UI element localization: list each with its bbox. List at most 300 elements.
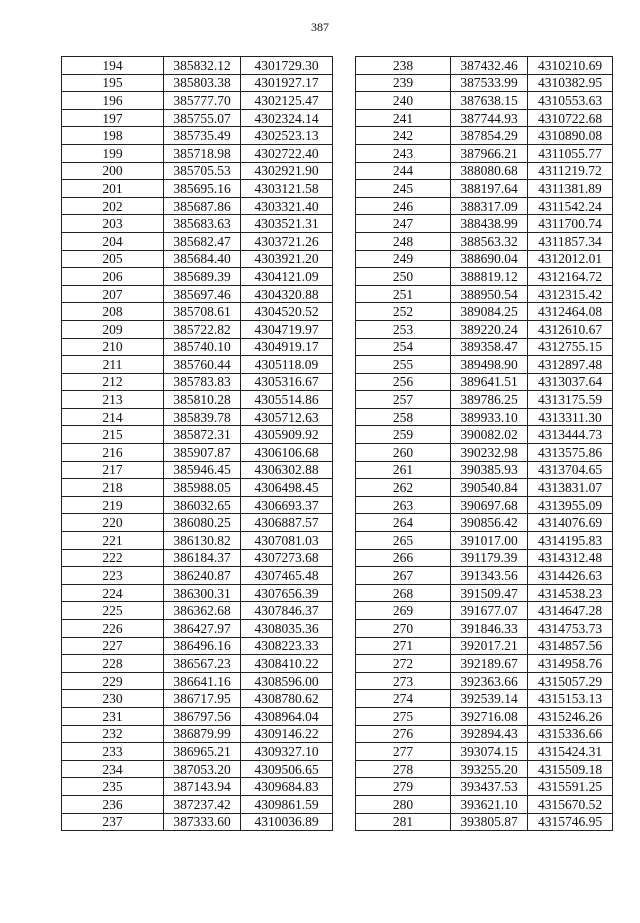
x-coordinate-cell: 393437.53 [451, 778, 528, 796]
x-coordinate-cell: 385718.98 [164, 144, 241, 162]
point-number-cell: 268 [356, 584, 451, 602]
y-coordinate-cell: 4314076.69 [528, 514, 613, 532]
y-coordinate-cell: 4309327.10 [241, 743, 333, 761]
x-coordinate-cell: 386717.95 [164, 690, 241, 708]
y-coordinate-cell: 4311700.74 [528, 215, 613, 233]
table-row [356, 620, 613, 638]
point-number-cell: 223 [62, 567, 164, 585]
table-row [356, 215, 613, 233]
y-coordinate-cell: 4312164.72 [528, 268, 613, 286]
y-coordinate-cell: 4306693.37 [241, 496, 333, 514]
y-coordinate-cell: 4312315.42 [528, 285, 613, 303]
y-coordinate-cell: 4302523.13 [241, 127, 333, 145]
point-number-cell: 200 [62, 162, 164, 180]
x-coordinate-cell: 390856.42 [451, 514, 528, 532]
y-coordinate-cell: 4310890.08 [528, 127, 613, 145]
y-coordinate-cell: 4310036.89 [241, 813, 333, 831]
table-row [62, 268, 333, 286]
y-coordinate-cell: 4307656.39 [241, 584, 333, 602]
table-row [62, 320, 333, 338]
y-coordinate-cell: 4314426.63 [528, 567, 613, 585]
x-coordinate-cell: 385689.39 [164, 268, 241, 286]
y-coordinate-cell: 4303721.26 [241, 232, 333, 250]
table-row [62, 109, 333, 127]
table-row [62, 338, 333, 356]
x-coordinate-cell: 389084.25 [451, 303, 528, 321]
table-row [62, 514, 333, 532]
point-number-cell: 194 [62, 57, 164, 75]
point-number-cell: 252 [356, 303, 451, 321]
x-coordinate-cell: 393805.87 [451, 813, 528, 831]
table-row [62, 567, 333, 585]
y-coordinate-cell: 4313575.86 [528, 444, 613, 462]
x-coordinate-cell: 386240.87 [164, 567, 241, 585]
table-row [356, 92, 613, 110]
y-coordinate-cell: 4305909.92 [241, 426, 333, 444]
y-coordinate-cell: 4308964.04 [241, 707, 333, 725]
x-coordinate-cell: 385722.82 [164, 320, 241, 338]
point-number-cell: 253 [356, 320, 451, 338]
point-number-cell: 246 [356, 197, 451, 215]
table-row [62, 496, 333, 514]
table-row [356, 532, 613, 550]
y-coordinate-cell: 4303921.20 [241, 250, 333, 268]
y-coordinate-cell: 4315509.18 [528, 760, 613, 778]
point-number-cell: 278 [356, 760, 451, 778]
x-coordinate-cell: 388197.64 [451, 180, 528, 198]
table-row [356, 778, 613, 796]
table-row [62, 760, 333, 778]
y-coordinate-cell: 4308780.62 [241, 690, 333, 708]
point-number-cell: 245 [356, 180, 451, 198]
point-number-cell: 256 [356, 373, 451, 391]
y-coordinate-cell: 4304719.97 [241, 320, 333, 338]
point-number-cell: 281 [356, 813, 451, 831]
point-number-cell: 221 [62, 532, 164, 550]
table-row [356, 408, 613, 426]
point-number-cell: 201 [62, 180, 164, 198]
y-coordinate-cell: 4306498.45 [241, 479, 333, 497]
table-row [356, 760, 613, 778]
table-row [62, 356, 333, 374]
y-coordinate-cell: 4308223.33 [241, 637, 333, 655]
y-coordinate-cell: 4309146.22 [241, 725, 333, 743]
table-row [62, 637, 333, 655]
point-number-cell: 242 [356, 127, 451, 145]
point-number-cell: 249 [356, 250, 451, 268]
table-row [62, 778, 333, 796]
point-number-cell: 206 [62, 268, 164, 286]
y-coordinate-cell: 4313704.65 [528, 461, 613, 479]
point-number-cell: 276 [356, 725, 451, 743]
point-number-cell: 222 [62, 549, 164, 567]
y-coordinate-cell: 4304320.88 [241, 285, 333, 303]
point-number-cell: 227 [62, 637, 164, 655]
x-coordinate-cell: 387533.99 [451, 74, 528, 92]
point-number-cell: 265 [356, 532, 451, 550]
y-coordinate-cell: 4314857.56 [528, 637, 613, 655]
y-coordinate-cell: 4308596.00 [241, 672, 333, 690]
y-coordinate-cell: 4307081.03 [241, 532, 333, 550]
table-row [356, 391, 613, 409]
table-row [356, 602, 613, 620]
point-number-cell: 212 [62, 373, 164, 391]
point-number-cell: 238 [356, 57, 451, 75]
table-row [62, 215, 333, 233]
x-coordinate-cell: 388819.12 [451, 268, 528, 286]
point-number-cell: 204 [62, 232, 164, 250]
y-coordinate-cell: 4313311.30 [528, 408, 613, 426]
table-row [62, 672, 333, 690]
table-row [356, 356, 613, 374]
x-coordinate-cell: 391179.39 [451, 549, 528, 567]
x-coordinate-cell: 388438.99 [451, 215, 528, 233]
point-number-cell: 198 [62, 127, 164, 145]
x-coordinate-cell: 389358.47 [451, 338, 528, 356]
y-coordinate-cell: 4313955.09 [528, 496, 613, 514]
point-number-cell: 218 [62, 479, 164, 497]
table-row [62, 408, 333, 426]
table-row [62, 707, 333, 725]
table-row [356, 250, 613, 268]
y-coordinate-cell: 4307846.37 [241, 602, 333, 620]
point-number-cell: 255 [356, 356, 451, 374]
x-coordinate-cell: 387143.94 [164, 778, 241, 796]
table-row [356, 127, 613, 145]
table-row [356, 584, 613, 602]
x-coordinate-cell: 392716.08 [451, 707, 528, 725]
point-number-cell: 230 [62, 690, 164, 708]
table-row [356, 496, 613, 514]
y-coordinate-cell: 4314753.73 [528, 620, 613, 638]
point-number-cell: 275 [356, 707, 451, 725]
y-coordinate-cell: 4302921.90 [241, 162, 333, 180]
point-number-cell: 203 [62, 215, 164, 233]
x-coordinate-cell: 389933.10 [451, 408, 528, 426]
table-row [356, 707, 613, 725]
point-number-cell: 264 [356, 514, 451, 532]
point-number-cell: 225 [62, 602, 164, 620]
table-row [62, 180, 333, 198]
y-coordinate-cell: 4311219.72 [528, 162, 613, 180]
point-number-cell: 261 [356, 461, 451, 479]
x-coordinate-cell: 387053.20 [164, 760, 241, 778]
point-number-cell: 240 [356, 92, 451, 110]
x-coordinate-cell: 385735.49 [164, 127, 241, 145]
x-coordinate-cell: 386797.56 [164, 707, 241, 725]
table-row [62, 74, 333, 92]
table-row [356, 57, 613, 75]
table-row [356, 232, 613, 250]
x-coordinate-cell: 393074.15 [451, 743, 528, 761]
table-row [356, 479, 613, 497]
x-coordinate-cell: 385839.78 [164, 408, 241, 426]
x-coordinate-cell: 392894.43 [451, 725, 528, 743]
point-number-cell: 260 [356, 444, 451, 462]
point-number-cell: 209 [62, 320, 164, 338]
x-coordinate-cell: 390540.84 [451, 479, 528, 497]
y-coordinate-cell: 4305316.67 [241, 373, 333, 391]
y-coordinate-cell: 4306302.88 [241, 461, 333, 479]
y-coordinate-cell: 4309861.59 [241, 795, 333, 813]
y-coordinate-cell: 4315057.29 [528, 672, 613, 690]
x-coordinate-cell: 388690.04 [451, 250, 528, 268]
point-number-cell: 267 [356, 567, 451, 585]
table-row [62, 795, 333, 813]
x-coordinate-cell: 387333.60 [164, 813, 241, 831]
y-coordinate-cell: 4308035.36 [241, 620, 333, 638]
x-coordinate-cell: 386496.16 [164, 637, 241, 655]
x-coordinate-cell: 387432.46 [451, 57, 528, 75]
y-coordinate-cell: 4301729.30 [241, 57, 333, 75]
y-coordinate-cell: 4312755.15 [528, 338, 613, 356]
y-coordinate-cell: 4311542.24 [528, 197, 613, 215]
table-row [356, 268, 613, 286]
x-coordinate-cell: 385683.63 [164, 215, 241, 233]
x-coordinate-cell: 389786.25 [451, 391, 528, 409]
x-coordinate-cell: 385760.44 [164, 356, 241, 374]
point-number-cell: 237 [62, 813, 164, 831]
y-coordinate-cell: 4315746.95 [528, 813, 613, 831]
y-coordinate-cell: 4315246.26 [528, 707, 613, 725]
x-coordinate-cell: 393255.20 [451, 760, 528, 778]
table-row [356, 725, 613, 743]
x-coordinate-cell: 388317.09 [451, 197, 528, 215]
x-coordinate-cell: 387744.93 [451, 109, 528, 127]
table-row [356, 162, 613, 180]
y-coordinate-cell: 4315336.66 [528, 725, 613, 743]
table-row [356, 285, 613, 303]
table-row [356, 197, 613, 215]
point-number-cell: 263 [356, 496, 451, 514]
x-coordinate-cell: 392189.67 [451, 655, 528, 673]
point-number-cell: 270 [356, 620, 451, 638]
x-coordinate-cell: 387966.21 [451, 144, 528, 162]
y-coordinate-cell: 4304520.52 [241, 303, 333, 321]
y-coordinate-cell: 4315424.31 [528, 743, 613, 761]
table-row [356, 426, 613, 444]
y-coordinate-cell: 4312464.08 [528, 303, 613, 321]
y-coordinate-cell: 4313037.64 [528, 373, 613, 391]
point-number-cell: 271 [356, 637, 451, 655]
point-number-cell: 243 [356, 144, 451, 162]
table-row [356, 813, 613, 831]
x-coordinate-cell: 392539.14 [451, 690, 528, 708]
x-coordinate-cell: 386300.31 [164, 584, 241, 602]
x-coordinate-cell: 385697.46 [164, 285, 241, 303]
table-row [62, 690, 333, 708]
point-number-cell: 228 [62, 655, 164, 673]
y-coordinate-cell: 4310553.63 [528, 92, 613, 110]
x-coordinate-cell: 386362.68 [164, 602, 241, 620]
y-coordinate-cell: 4301927.17 [241, 74, 333, 92]
y-coordinate-cell: 4303521.31 [241, 215, 333, 233]
x-coordinate-cell: 385695.16 [164, 180, 241, 198]
y-coordinate-cell: 4304919.17 [241, 338, 333, 356]
point-number-cell: 244 [356, 162, 451, 180]
y-coordinate-cell: 4314538.23 [528, 584, 613, 602]
table-row [356, 338, 613, 356]
x-coordinate-cell: 386879.99 [164, 725, 241, 743]
point-number-cell: 272 [356, 655, 451, 673]
y-coordinate-cell: 4312012.01 [528, 250, 613, 268]
x-coordinate-cell: 386641.16 [164, 672, 241, 690]
y-coordinate-cell: 4310210.69 [528, 57, 613, 75]
point-number-cell: 247 [356, 215, 451, 233]
table-row [62, 232, 333, 250]
point-number-cell: 214 [62, 408, 164, 426]
x-coordinate-cell: 385684.40 [164, 250, 241, 268]
y-coordinate-cell: 4315591.25 [528, 778, 613, 796]
y-coordinate-cell: 4314195.83 [528, 532, 613, 550]
table-row [356, 461, 613, 479]
point-number-cell: 254 [356, 338, 451, 356]
x-coordinate-cell: 386965.21 [164, 743, 241, 761]
x-coordinate-cell: 386567.23 [164, 655, 241, 673]
x-coordinate-cell: 385988.05 [164, 479, 241, 497]
table-row [62, 813, 333, 831]
point-number-cell: 269 [356, 602, 451, 620]
y-coordinate-cell: 4315153.13 [528, 690, 613, 708]
x-coordinate-cell: 385803.38 [164, 74, 241, 92]
point-number-cell: 274 [356, 690, 451, 708]
table-row [356, 655, 613, 673]
x-coordinate-cell: 385755.07 [164, 109, 241, 127]
point-number-cell: 262 [356, 479, 451, 497]
table-row [62, 373, 333, 391]
x-coordinate-cell: 393621.10 [451, 795, 528, 813]
y-coordinate-cell: 4313175.59 [528, 391, 613, 409]
x-coordinate-cell: 392363.66 [451, 672, 528, 690]
x-coordinate-cell: 389641.51 [451, 373, 528, 391]
point-number-cell: 273 [356, 672, 451, 690]
x-coordinate-cell: 387237.42 [164, 795, 241, 813]
x-coordinate-cell: 385708.61 [164, 303, 241, 321]
y-coordinate-cell: 4305712.63 [241, 408, 333, 426]
x-coordinate-cell: 391509.47 [451, 584, 528, 602]
y-coordinate-cell: 4310722.68 [528, 109, 613, 127]
point-number-cell: 220 [62, 514, 164, 532]
table-row [356, 743, 613, 761]
table-row [356, 795, 613, 813]
point-number-cell: 229 [62, 672, 164, 690]
point-number-cell: 202 [62, 197, 164, 215]
table-row [62, 303, 333, 321]
point-number-cell: 279 [356, 778, 451, 796]
table-row [356, 320, 613, 338]
y-coordinate-cell: 4306106.68 [241, 444, 333, 462]
y-coordinate-cell: 4313831.07 [528, 479, 613, 497]
point-number-cell: 226 [62, 620, 164, 638]
point-number-cell: 235 [62, 778, 164, 796]
table-row [62, 92, 333, 110]
x-coordinate-cell: 385783.83 [164, 373, 241, 391]
table-row [62, 655, 333, 673]
point-number-cell: 248 [356, 232, 451, 250]
point-number-cell: 280 [356, 795, 451, 813]
x-coordinate-cell: 388950.54 [451, 285, 528, 303]
y-coordinate-cell: 4302722.40 [241, 144, 333, 162]
x-coordinate-cell: 390697.68 [451, 496, 528, 514]
y-coordinate-cell: 4311055.77 [528, 144, 613, 162]
point-number-cell: 259 [356, 426, 451, 444]
table-row [356, 74, 613, 92]
x-coordinate-cell: 390082.02 [451, 426, 528, 444]
y-coordinate-cell: 4314312.48 [528, 549, 613, 567]
point-number-cell: 205 [62, 250, 164, 268]
table-row [62, 426, 333, 444]
point-number-cell: 211 [62, 356, 164, 374]
point-number-cell: 197 [62, 109, 164, 127]
x-coordinate-cell: 385740.10 [164, 338, 241, 356]
table-row [356, 514, 613, 532]
page-number: 387 [311, 20, 329, 34]
coordinate-table-right [355, 56, 613, 831]
table-row [62, 285, 333, 303]
point-number-cell: 236 [62, 795, 164, 813]
x-coordinate-cell: 386130.82 [164, 532, 241, 550]
table-row [62, 479, 333, 497]
y-coordinate-cell: 4309684.83 [241, 778, 333, 796]
x-coordinate-cell: 387854.29 [451, 127, 528, 145]
point-number-cell: 213 [62, 391, 164, 409]
x-coordinate-cell: 385832.12 [164, 57, 241, 75]
y-coordinate-cell: 4303321.40 [241, 197, 333, 215]
table-row [62, 250, 333, 268]
point-number-cell: 219 [62, 496, 164, 514]
x-coordinate-cell: 385946.45 [164, 461, 241, 479]
x-coordinate-cell: 385907.87 [164, 444, 241, 462]
x-coordinate-cell: 385682.47 [164, 232, 241, 250]
table-row [62, 444, 333, 462]
x-coordinate-cell: 386427.97 [164, 620, 241, 638]
point-number-cell: 195 [62, 74, 164, 92]
table-row [62, 743, 333, 761]
y-coordinate-cell: 4315670.52 [528, 795, 613, 813]
point-number-cell: 199 [62, 144, 164, 162]
point-number-cell: 266 [356, 549, 451, 567]
table-row [62, 57, 333, 75]
point-number-cell: 216 [62, 444, 164, 462]
x-coordinate-cell: 388080.68 [451, 162, 528, 180]
x-coordinate-cell: 390385.93 [451, 461, 528, 479]
table-row [356, 567, 613, 585]
table-row [356, 444, 613, 462]
table-row [356, 144, 613, 162]
point-number-cell: 208 [62, 303, 164, 321]
table-row [356, 109, 613, 127]
y-coordinate-cell: 4306887.57 [241, 514, 333, 532]
table-row [356, 549, 613, 567]
y-coordinate-cell: 4308410.22 [241, 655, 333, 673]
table-row [356, 373, 613, 391]
y-coordinate-cell: 4310382.95 [528, 74, 613, 92]
y-coordinate-cell: 4311857.34 [528, 232, 613, 250]
point-number-cell: 215 [62, 426, 164, 444]
y-coordinate-cell: 4314647.28 [528, 602, 613, 620]
y-coordinate-cell: 4314958.76 [528, 655, 613, 673]
table-row [62, 549, 333, 567]
table-row [356, 672, 613, 690]
y-coordinate-cell: 4313444.73 [528, 426, 613, 444]
x-coordinate-cell: 389220.24 [451, 320, 528, 338]
point-number-cell: 207 [62, 285, 164, 303]
y-coordinate-cell: 4305514.86 [241, 391, 333, 409]
x-coordinate-cell: 386080.25 [164, 514, 241, 532]
y-coordinate-cell: 4305118.09 [241, 356, 333, 374]
point-number-cell: 210 [62, 338, 164, 356]
point-number-cell: 277 [356, 743, 451, 761]
